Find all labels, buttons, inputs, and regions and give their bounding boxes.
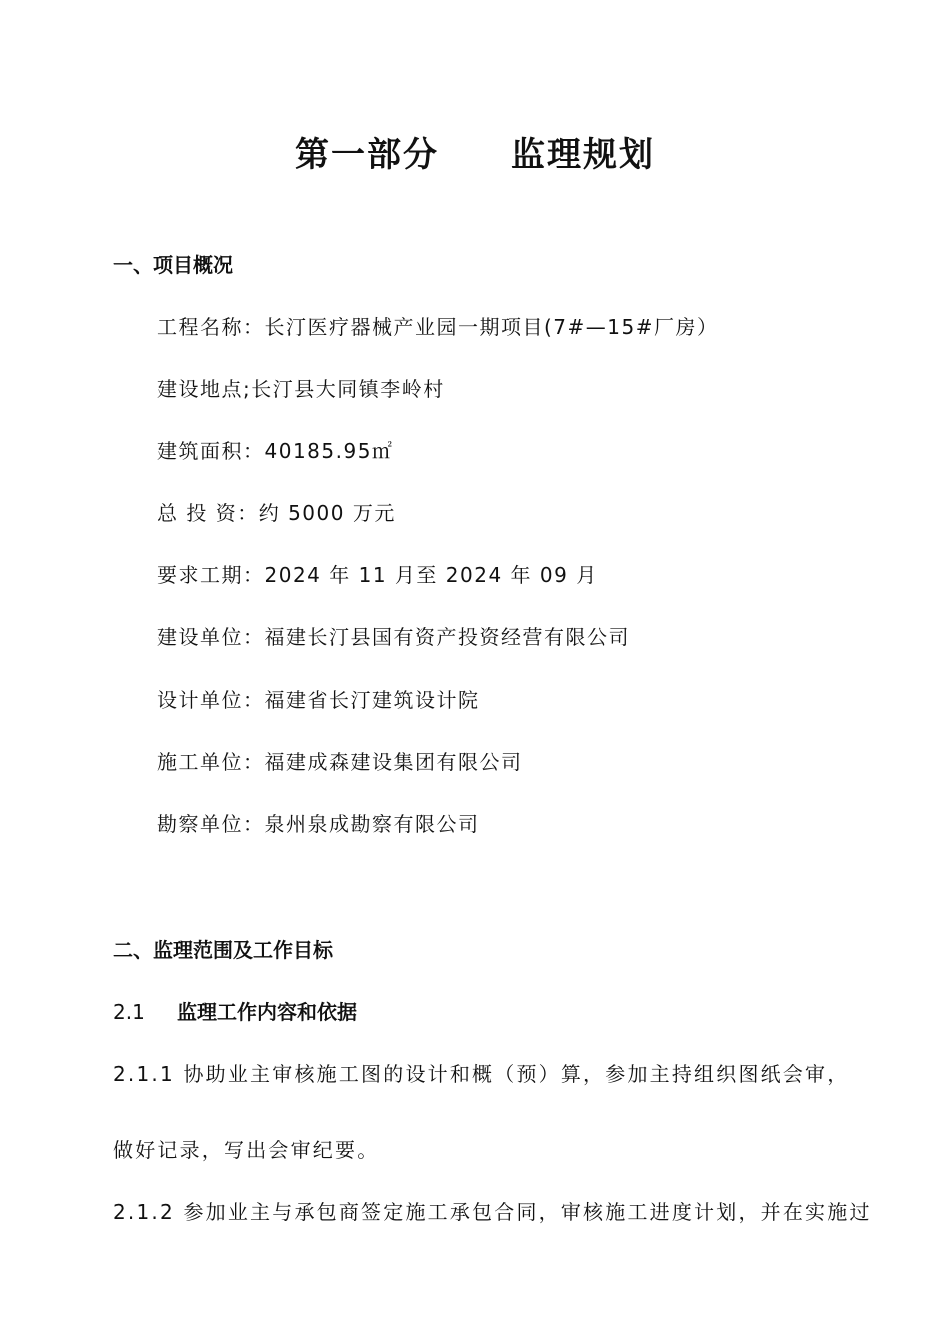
- info-design-unit: 设计单位：福建省长汀建筑设计院: [157, 688, 480, 712]
- paragraph-2-1-1-line-2: 做好记录，写出会审纪要。: [113, 1138, 380, 1162]
- subsection-title: 监理工作内容和依据: [177, 1000, 357, 1024]
- info-total-investment: 总 投 资：约 5000 万元: [157, 501, 396, 525]
- paragraph-2-1-2-line-1: 2.1.2 参加业主与承包商签定施工承包合同，审核施工进度计划，并在实施过: [113, 1200, 872, 1224]
- subsection-heading: [113, 996, 357, 1025]
- info-building-area: 建筑面积：40185.95㎡: [157, 439, 394, 463]
- info-schedule: 要求工期：2024 年 11 月至 2024 年 09 月: [157, 563, 598, 587]
- info-owner-unit: 建设单位：福建长汀县国有资产投资经营有限公司: [157, 625, 630, 649]
- info-survey-unit: 勘察单位：泉州泉成勘察有限公司: [157, 812, 480, 836]
- section-heading-project-overview: 一、项目概况: [113, 253, 233, 277]
- info-construction-site: 建设地点;长汀县大同镇李岭村: [157, 377, 445, 401]
- info-construction-unit: 施工单位：福建成森建设集团有限公司: [157, 750, 523, 774]
- subsection-number: 2.1: [113, 1000, 145, 1024]
- page-title: 第一部分 监理规划: [295, 135, 655, 175]
- info-project-name: 工程名称：长汀医疗器械产业园一期项目(7#—15#厂房）: [157, 315, 719, 339]
- paragraph-2-1-1-line-1: 2.1.1 协助业主审核施工图的设计和概（预）算，参加主持组织图纸会审，: [113, 1062, 850, 1086]
- section-heading-supervision-scope: 二、监理范围及工作目标: [113, 938, 333, 962]
